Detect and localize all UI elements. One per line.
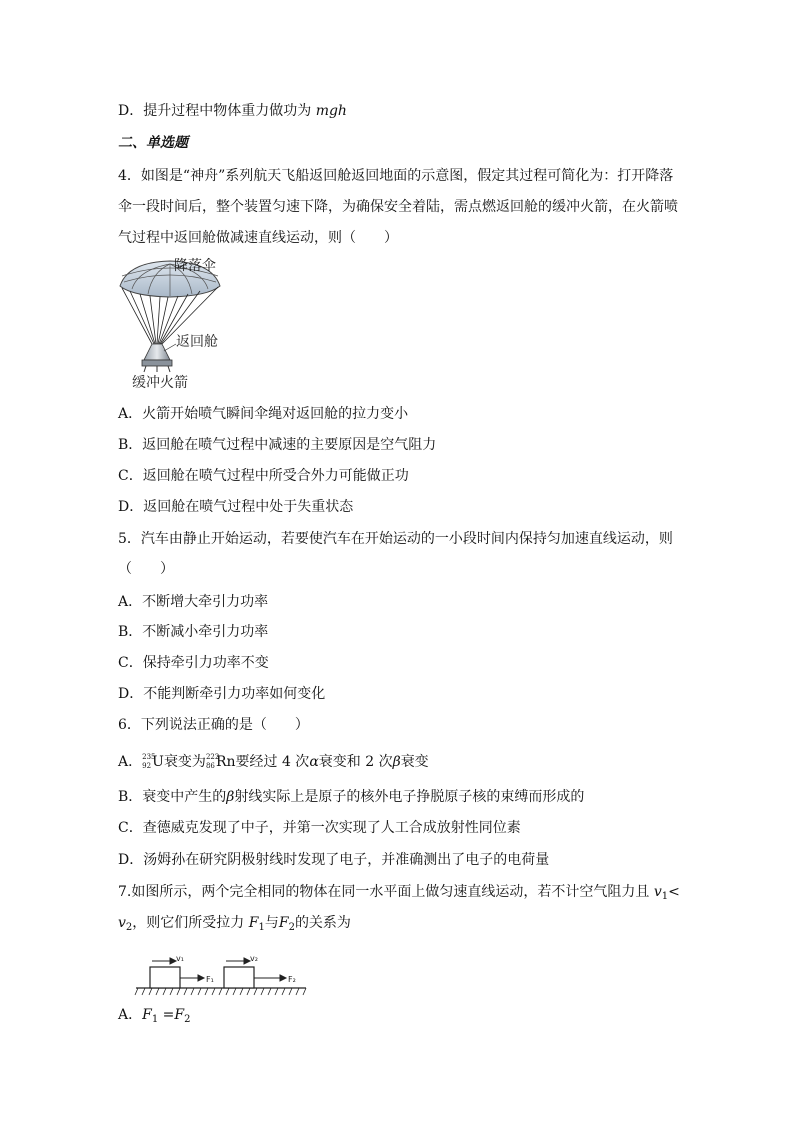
q7-option-a: A．$F_1 =F_2$	[118, 1007, 191, 1025]
parachute-figure	[118, 256, 228, 390]
beta-symbol: β	[226, 789, 235, 805]
q5-option-c: C．保持牵引力功率不变	[118, 655, 269, 671]
q4-stem-line-2: 伞一段时间后，整个装置匀速下降，为确保安全着陆，需点燃返回舱的缓冲火箭，在火箭喷	[118, 199, 678, 215]
q5-option-d: D．不能判断牵引力功率如何变化	[118, 686, 326, 702]
f2-label: F₂	[288, 975, 296, 984]
uranium-nuclide-indices: 235 92	[142, 753, 156, 770]
q6-stem: 6．下列说法正确的是（ ）	[118, 717, 309, 733]
q6-option-b: B．衰变中产生的β射线实际上是原子的核外电子挣脱原子核的束缚而形成的	[118, 789, 585, 805]
q3-option-d-text: D．提升过程中物体重力做功为	[118, 103, 316, 119]
alpha-symbol: α	[309, 754, 319, 770]
q3-option-d-math: mgh	[315, 103, 347, 119]
uranium-symbol: U	[152, 754, 164, 770]
f2-symbol: F	[278, 915, 289, 931]
blocks-figure	[134, 950, 314, 1000]
f1-label: F₁	[206, 975, 214, 984]
q7-stem-line-2: $v_2$，则它们所受拉力 $F_1$与$F_2$的关系为	[118, 915, 351, 933]
v2-symbol: v	[118, 915, 126, 931]
v1-label: v₁	[176, 954, 184, 963]
q4-stem-line-1: 4．如图是“神舟”系列航天飞船返回舱返回地面的示意图，假定其过程可简化为：打开降落	[118, 168, 674, 184]
v1-symbol: v	[653, 884, 662, 900]
q5-option-b: B．不断减小牵引力功率	[118, 624, 269, 640]
q5-stem-line-1: 5．汽车由静止开始运动，若要使汽车在开始运动的一小段时间内保持匀加速直线运动，则	[118, 531, 673, 547]
q4-option-a: A．火箭开始喷气瞬间伞绳对返回舱的拉力变小	[118, 406, 409, 422]
q4-option-c: C．返回舱在喷气过程中所受合外力可能做正功	[118, 468, 409, 484]
beta-symbol: β	[392, 754, 401, 770]
v2-label: v₂	[250, 954, 258, 963]
q6-option-a-prefix: A．	[118, 754, 143, 770]
capsule-shape	[144, 344, 170, 360]
q7-stem-line-1: 7.如图所示，两个完全相同的物体在同一水平面上做匀速直线运动，若不计空气阻力且 $v_1<$	[118, 884, 680, 902]
q6-option-a: A． 235 92 U衰变为 222 86 Rn要经过 4 次α衰变和 2 次β衰变	[118, 753, 429, 770]
label-rocket: 缓冲火箭	[132, 375, 188, 390]
label-capsule: 返回舱	[176, 334, 218, 350]
q6-option-d: D．汤姆孙在研究阴极射线时发现了电子，并准确测出了电子的电荷量	[118, 852, 550, 868]
q4-option-d: D．返回舱在喷气过程中处于失重状态	[118, 499, 354, 515]
block-1	[150, 967, 180, 988]
q4-option-b: B．返回舱在喷气过程中减速的主要原因是空气阻力	[118, 437, 437, 453]
q5-stem-line-2: （ ）	[118, 561, 174, 577]
label-parachute: 降落伞	[174, 258, 216, 274]
q5-option-a: A．不断增大牵引力功率	[118, 594, 269, 610]
q3-option-d	[118, 101, 347, 121]
radon-nuclide-indices: 222 86	[205, 753, 220, 770]
f1-symbol: F	[248, 915, 259, 931]
block-2	[224, 967, 254, 988]
section-title: 二、单选题	[118, 135, 188, 151]
q6-option-c: C．查德威克发现了中子，并第一次实现了人工合成放射性同位素	[118, 820, 521, 836]
q4-stem-line-3: 气过程中返回舱做减速直线运动，则（ ）	[118, 230, 398, 246]
radon-symbol: Rn	[215, 754, 236, 770]
